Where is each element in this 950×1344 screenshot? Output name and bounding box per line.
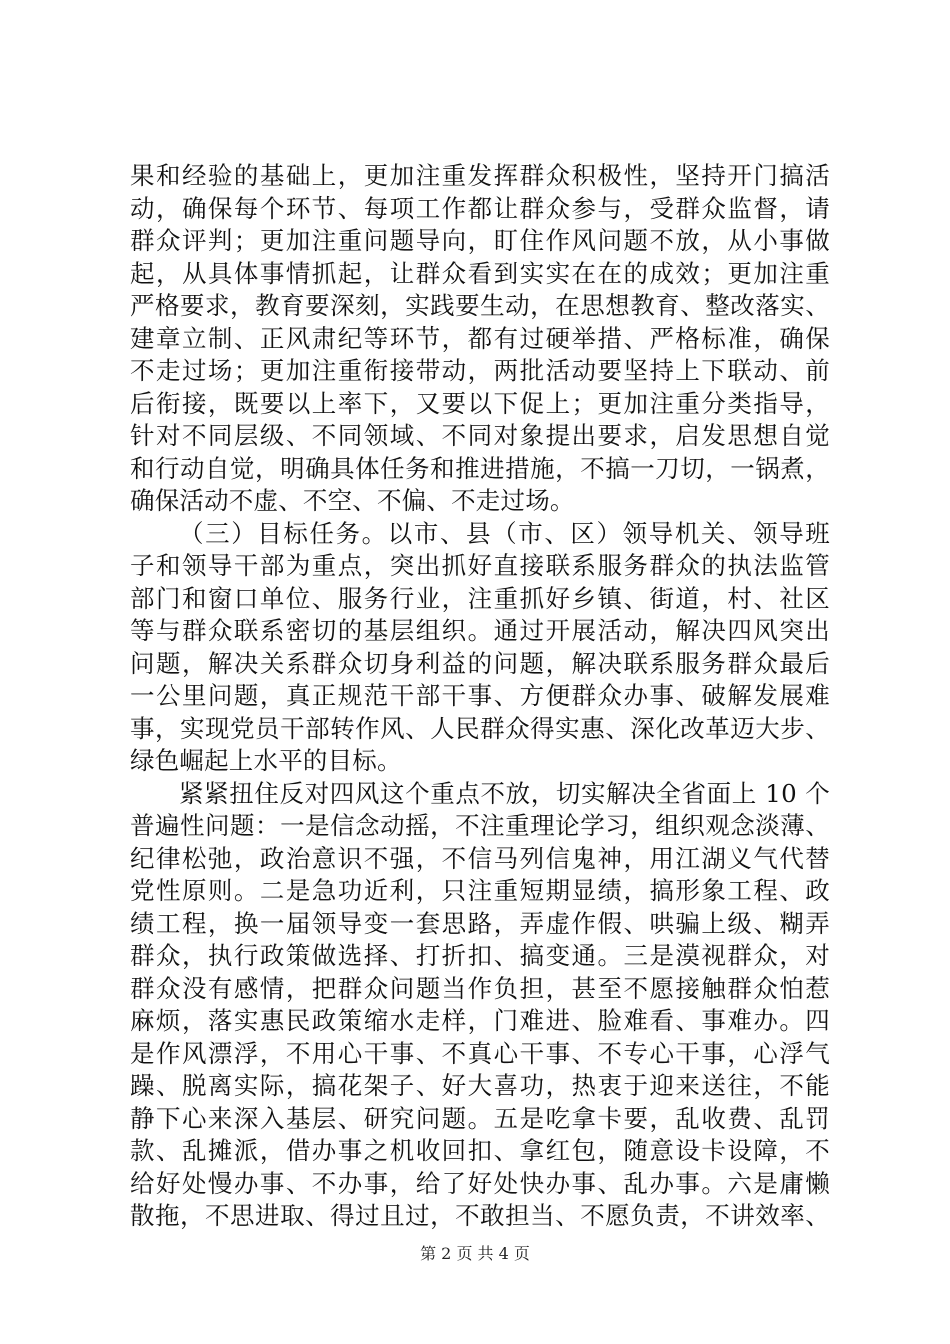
- text-line: 散拖，不思进取、得过且过，不敢担当、不愿负责，不讲效率、: [130, 1201, 830, 1230]
- text-line: 严格要求，教育要深刻，实践要生动，在思想教育、整改落实、: [130, 291, 830, 320]
- text-line: 躁、脱离实际，搞花架子、好大喜功，热衷于迎来送往，不能: [130, 1071, 830, 1100]
- text-line: 是作风漂浮，不用心干事、不真心干事、不专心干事，心浮气: [130, 1038, 830, 1068]
- text-line: 麻烦，落实惠民政策缩水走样，门难进、脸难看、事难办。四: [130, 1006, 830, 1035]
- page-footer: 第 2 页 共 4 页: [420, 1244, 530, 1263]
- text-line: 等与群众联系密切的基层组织。通过开展活动，解决四风突出: [130, 616, 830, 645]
- text-line: 紧紧扭住反对四风这个重点不放，切实解决全省面上 10 个: [179, 778, 830, 808]
- text-line: 建章立制、正风肃纪等环节，都有过硬举措、严格标准，确保: [130, 323, 830, 353]
- text-line: 果和经验的基础上，更加注重发挥群众积极性，坚持开门搞活: [130, 161, 830, 190]
- paragraph-1: [130, 160, 830, 518]
- text-line: 纪律松弛，政治意识不强，不信马列信鬼神，用江湖义气代替: [130, 843, 830, 873]
- text-line: 静下心来深入基层、研究问题。五是吃拿卡要，乱收费、乱罚: [130, 1103, 830, 1133]
- body-text: [130, 160, 830, 1233]
- text-line: 和行动自觉，明确具体任务和推进措施，不搞一刀切，一锅煮，: [130, 453, 830, 483]
- paragraph-2: [130, 518, 830, 778]
- text-line: 给好处慢办事、不办事，给了好处快办事、乱办事。六是庸懒: [130, 1168, 830, 1198]
- text-line: 绩工程，换一届领导变一套思路，弄虚作假、哄骗上级、糊弄: [130, 908, 830, 938]
- text-line: 部门和窗口单位、服务行业，注重抓好乡镇、街道，村、社区: [130, 583, 830, 613]
- text-line: 绿色崛起上水平的目标。: [130, 746, 402, 775]
- text-line: （三）目标任务。以市、县（市、区）领导机关、领导班: [179, 518, 830, 548]
- text-line: 群众没有感情，把群众问题当作负担，甚至不愿接触群众怕惹: [130, 973, 830, 1003]
- paragraph-3: [130, 778, 830, 1233]
- text-line: 一公里问题，真正规范干部干事、方便群众办事、破解发展难: [130, 681, 830, 710]
- text-line: 款、乱摊派，借办事之机收回扣、拿红包，随意设卡设障，不: [130, 1136, 830, 1165]
- text-line: 子和领导干部为重点，突出抓好直接联系服务群众的执法监管: [130, 551, 830, 580]
- text-line: 问题，解决关系群众切身利益的问题，解决联系服务群众最后: [130, 648, 830, 678]
- text-line: 群众，执行政策做选择、打折扣、搞变通。三是漠视群众，对: [130, 941, 830, 970]
- text-line: 后衔接，既要以上率下，又要以下促上；更加注重分类指导，: [130, 388, 830, 418]
- text-line: 动，确保每个环节、每项工作都让群众参与，受群众监督，请: [130, 193, 830, 223]
- text-line: 群众评判；更加注重问题导向，盯住作风问题不放，从小事做: [130, 226, 830, 255]
- text-line: 普遍性问题：一是信念动摇，不注重理论学习，组织观念淡薄、: [130, 811, 830, 840]
- text-line: 事，实现党员干部转作风、人民群众得实惠、深化改革迈大步、: [130, 713, 830, 743]
- text-line: 党性原则。二是急功近利，只注重短期显绩，搞形象工程、政: [130, 876, 830, 905]
- text-line: 不走过场；更加注重衔接带动，两批活动要坚持上下联动、前: [130, 356, 830, 385]
- text-line: 起，从具体事情抓起，让群众看到实实在在的成效；更加注重: [130, 258, 830, 288]
- text-line: 确保活动不虚、不空、不偏、不走过场。: [130, 486, 575, 515]
- text-line: 针对不同层级、不同领域、不同对象提出要求，启发思想自觉: [130, 421, 830, 450]
